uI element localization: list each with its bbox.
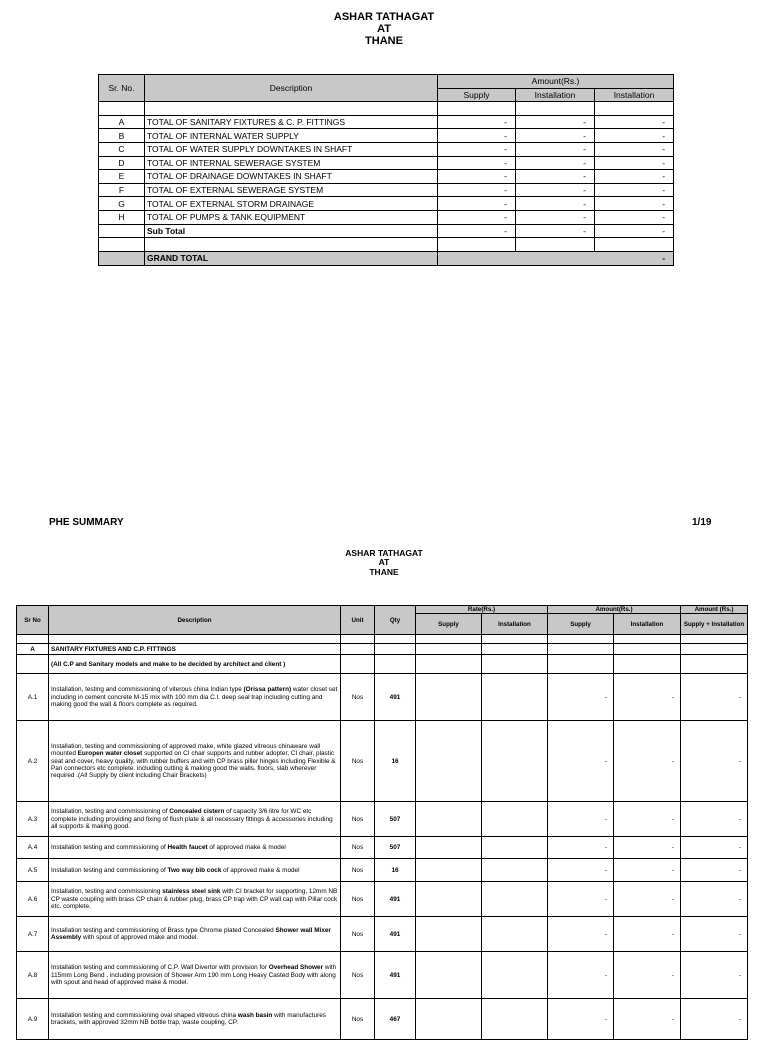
item-unit: Nos	[341, 917, 375, 952]
item-rate-supply	[416, 917, 482, 952]
page-number: 1/19	[692, 517, 712, 528]
item-sr: A.8	[17, 952, 49, 999]
item-amount-supply: -	[548, 837, 614, 859]
summary-row	[99, 129, 674, 143]
item-description-text: Installation testing and commissioning of Brass type Chrome plated Concealed	[51, 927, 276, 934]
summary-row-supply: -	[438, 156, 516, 170]
summary-row-installation: -	[516, 183, 595, 197]
summary-row	[99, 170, 674, 184]
summary-row-description: TOTAL OF EXTERNAL SEWERAGE SYSTEM	[145, 183, 438, 197]
item-description-text: Installation, testing and commissioning	[51, 888, 163, 896]
section-title: SANITARY FIXTURES AND C.P. FITTINGS	[49, 644, 341, 655]
summary-row-sr: H	[99, 210, 145, 224]
summary-row-installation: -	[516, 197, 595, 211]
item-amount-supply: -	[548, 999, 614, 1040]
summary-row-installation-2: -	[595, 115, 674, 129]
item-description	[49, 721, 341, 802]
item-rate-supply	[416, 674, 482, 721]
item-amount-installation: -	[614, 882, 681, 917]
detail-col-amount: Amount(Rs.)	[548, 606, 681, 614]
section-note: (All C.P and Sanitary models and make to be decided by architect and client )	[49, 655, 341, 674]
header-at: AT	[377, 23, 391, 36]
item-rate-installation	[482, 837, 548, 859]
item-description-highlight: Shower wall Mixer Assembly	[51, 927, 331, 942]
detail-col-rate-supply: Supply	[416, 614, 482, 635]
item-description-highlight: Concealed cistern	[169, 808, 225, 816]
item-sr: A.3	[17, 802, 49, 837]
grand-total-row	[99, 251, 674, 265]
item-description-highlight: stainless steel sink	[162, 888, 221, 896]
item-sr: A.6	[17, 882, 49, 917]
item-amount-total: -	[681, 837, 748, 859]
item-amount-installation: -	[614, 917, 681, 952]
item-description-text: Installation, testing and commissioning of	[51, 808, 170, 816]
item-rate-installation	[482, 952, 548, 999]
subtotal-label: Sub Total	[145, 224, 438, 238]
item-amount-installation: -	[614, 721, 681, 802]
item-description-rest: with 115mm Long Bend , including provision of Shower Arm 190 mm Long Heavy Casted Body with along with spout and head of approved make & model.	[51, 964, 337, 986]
detail-col-unit: Unit	[341, 606, 375, 635]
item-sr: A.1	[17, 674, 49, 721]
item-qty: 16	[375, 859, 416, 882]
detail-col-supply-installation: Supply + Installation	[681, 614, 748, 635]
summary-col-installation: Installation	[516, 88, 595, 102]
summary-row	[99, 115, 674, 129]
summary-row-description: TOTAL OF SANITARY FIXTURES & C. P. FITTINGS	[145, 115, 438, 129]
item-description-text: Installation testing and commissioning of	[51, 866, 168, 874]
item-unit: Nos	[341, 721, 375, 802]
summary-row-installation-2: -	[595, 129, 674, 143]
summary-row-supply: -	[438, 115, 516, 129]
item-sr: A.2	[17, 721, 49, 802]
item-unit: Nos	[341, 802, 375, 837]
item-row	[17, 999, 748, 1040]
project-location: THANE	[365, 35, 403, 48]
summary-col-srno: Sr. No.	[99, 75, 145, 102]
page-footer-title: PHE SUMMARY	[49, 517, 124, 528]
detail-col-amount-installation: Installation	[614, 614, 681, 635]
summary-row-installation: -	[516, 115, 595, 129]
summary-row-supply: -	[438, 170, 516, 184]
item-amount-supply: -	[548, 917, 614, 952]
summary-row	[99, 183, 674, 197]
summary-row-installation-2: -	[595, 197, 674, 211]
item-description-highlight: (Orissa pattern)	[243, 686, 292, 694]
summary-row-installation-2: -	[595, 170, 674, 184]
item-amount-total: -	[681, 882, 748, 917]
header-at-2: AT	[378, 557, 390, 568]
item-description	[49, 859, 341, 882]
item-amount-total: -	[681, 859, 748, 882]
summary-row	[99, 197, 674, 211]
summary-col-supply: Supply	[438, 88, 516, 102]
summary-row-supply: -	[438, 210, 516, 224]
item-description-text: Installation testing and commissioning oval shaped vitreous china	[51, 1012, 238, 1019]
item-rate-installation	[482, 999, 548, 1040]
item-description-rest: with manufactures brackets, with approved 32mm NB bottle trap, waste coupling, CP.	[51, 1012, 326, 1027]
item-qty: 507	[375, 837, 416, 859]
detail-table	[16, 605, 748, 1040]
project-name-2: ASHAR TATHAGAT	[345, 548, 423, 558]
report-header	[0, 11, 768, 47]
item-unit: Nos	[341, 859, 375, 882]
item-qty: 507	[375, 802, 416, 837]
item-row	[17, 837, 748, 859]
detail-col-description: Description	[49, 606, 341, 635]
item-description	[49, 952, 341, 999]
summary-row	[99, 142, 674, 156]
summary-col-installation-2: Installation	[595, 88, 674, 102]
summary-row-description: TOTAL OF PUMPS & TANK EQUIPMENT	[145, 210, 438, 224]
summary-row-installation-2: -	[595, 142, 674, 156]
item-description	[49, 882, 341, 917]
grand-total-label: GRAND TOTAL	[145, 251, 438, 265]
summary-row-installation: -	[516, 129, 595, 143]
summary-row-sr: D	[99, 156, 145, 170]
item-rate-supply	[416, 802, 482, 837]
summary-table	[98, 74, 674, 266]
subtotal-supply: -	[438, 224, 516, 238]
summary-row-sr: F	[99, 183, 145, 197]
item-sr: A.5	[17, 859, 49, 882]
item-unit: Nos	[341, 882, 375, 917]
summary-row-sr: E	[99, 170, 145, 184]
item-row	[17, 674, 748, 721]
item-rate-installation	[482, 802, 548, 837]
summary-row-installation-2: -	[595, 183, 674, 197]
summary-row	[99, 210, 674, 224]
summary-row-description: TOTAL OF DRAINAGE DOWNTAKES IN SHAFT	[145, 170, 438, 184]
summary-row-sr: G	[99, 197, 145, 211]
summary-col-description: Description	[145, 75, 438, 102]
item-description	[49, 674, 341, 721]
item-description-text: Installation testing and commissioning of	[51, 844, 168, 852]
item-row	[17, 917, 748, 952]
item-amount-supply: -	[548, 952, 614, 999]
item-rate-supply	[416, 882, 482, 917]
summary-row-sr: B	[99, 129, 145, 143]
item-description	[49, 917, 341, 952]
summary-row	[99, 156, 674, 170]
item-rate-supply	[416, 999, 482, 1040]
item-unit: Nos	[341, 674, 375, 721]
item-qty: 467	[375, 999, 416, 1040]
item-unit: Nos	[341, 952, 375, 999]
item-qty: 16	[375, 721, 416, 802]
item-amount-supply: -	[548, 721, 614, 802]
item-row	[17, 952, 748, 999]
item-unit: Nos	[341, 999, 375, 1040]
item-amount-installation: -	[614, 837, 681, 859]
item-description-rest: of capacity 3/6 litre for WC etc complete including providing and fixing of flush plate & all necessary fittings & accessories including all supports & making good.	[51, 808, 333, 830]
grand-total-value: -	[438, 251, 674, 265]
detail-col-amount-total: Amount (Rs.)	[681, 606, 748, 614]
item-qty: 491	[375, 882, 416, 917]
item-amount-supply: -	[548, 674, 614, 721]
item-description-highlight: Health faucet	[167, 844, 208, 852]
summary-subtotal-row	[99, 224, 674, 238]
section-row	[17, 644, 748, 655]
item-description-highlight: Overhead Shower	[268, 964, 324, 972]
item-rate-supply	[416, 721, 482, 802]
summary-row-installation-2: -	[595, 210, 674, 224]
subtotal-installation-2: -	[595, 224, 674, 238]
summary-row-sr: A	[99, 115, 145, 129]
item-amount-total: -	[681, 721, 748, 802]
item-description-text: Installation testing and commissioning of C.P. Wall Divertor with provision for	[51, 964, 269, 972]
item-sr: A.9	[17, 999, 49, 1040]
summary-row-description: TOTAL OF INTERNAL SEWERAGE SYSTEM	[145, 156, 438, 170]
summary-row-installation: -	[516, 170, 595, 184]
item-row	[17, 882, 748, 917]
summary-row-description: TOTAL OF INTERNAL WATER SUPPLY	[145, 129, 438, 143]
section-note-row	[17, 655, 748, 674]
summary-row-supply: -	[438, 197, 516, 211]
project-name: ASHAR TATHAGAT	[333, 11, 435, 23]
item-rate-supply	[416, 859, 482, 882]
item-description-rest: supported on CI chair supports and rubber adopter, CI chair, plastic seat and cover, heavy quality, with rubber buffers and with CP brass piller hinges including Flexible & Pan connectors etc complete. including cutting & making good the walls, floors, slab wherever required .(All Supply by client including Chair Brackets)	[51, 750, 336, 780]
item-description-rest: with spout of approved make and model.	[81, 934, 199, 942]
item-rate-installation	[482, 859, 548, 882]
item-description-rest: of approved make & model	[221, 866, 300, 874]
item-description-rest: of approved make & model	[207, 844, 286, 852]
item-description-highlight: wash basin	[237, 1012, 273, 1019]
item-description-highlight: Europen water closet	[77, 750, 143, 758]
item-description-rest: with CI bracket for supporting, 12mm NB CP waste coupling with brass CP chain & rubber plug, brass CP trap with CP wall cap with Pillar cock etc. complete.	[51, 888, 338, 910]
item-amount-total: -	[681, 952, 748, 999]
summary-row-installation: -	[516, 156, 595, 170]
item-rate-installation	[482, 882, 548, 917]
item-row	[17, 859, 748, 882]
item-amount-total: -	[681, 802, 748, 837]
item-description-text: Installation, testing and commissioning of approved make, white glazed vitreous chinaware wall mounted	[51, 743, 321, 758]
item-amount-installation: -	[614, 999, 681, 1040]
item-amount-installation: -	[614, 674, 681, 721]
item-rate-supply	[416, 837, 482, 859]
summary-row-description: TOTAL OF EXTERNAL STORM DRAINAGE	[145, 197, 438, 211]
detail-col-amount-supply: Supply	[548, 614, 614, 635]
summary-row-supply: -	[438, 183, 516, 197]
summary-row-installation: -	[516, 142, 595, 156]
item-sr: A.4	[17, 837, 49, 859]
item-amount-supply: -	[548, 802, 614, 837]
summary-row-description: TOTAL OF WATER SUPPLY DOWNTAKES IN SHAFT	[145, 142, 438, 156]
item-rate-installation	[482, 917, 548, 952]
item-description	[49, 999, 341, 1040]
item-amount-installation: -	[614, 859, 681, 882]
item-amount-supply: -	[548, 882, 614, 917]
section-sr: A	[17, 644, 49, 655]
summary-row-sr: C	[99, 142, 145, 156]
item-description	[49, 802, 341, 837]
item-sr: A.7	[17, 917, 49, 952]
summary-row-supply: -	[438, 129, 516, 143]
summary-row-supply: -	[438, 142, 516, 156]
summary-col-amount: Amount(Rs.)	[438, 75, 674, 89]
item-rate-installation	[482, 674, 548, 721]
summary-row-installation-2: -	[595, 156, 674, 170]
detail-header	[0, 549, 768, 577]
subtotal-installation: -	[516, 224, 595, 238]
item-description	[49, 837, 341, 859]
item-amount-total: -	[681, 674, 748, 721]
detail-col-rate-installation: Installation	[482, 614, 548, 635]
summary-row-installation: -	[516, 210, 595, 224]
item-rate-supply	[416, 952, 482, 999]
item-qty: 491	[375, 917, 416, 952]
item-rate-installation	[482, 721, 548, 802]
item-amount-installation: -	[614, 802, 681, 837]
detail-col-qty: Qty	[375, 606, 416, 635]
item-amount-installation: -	[614, 952, 681, 999]
item-description-text: Installation, testing and commissioning of viterous china Indian type	[51, 686, 244, 694]
item-unit: Nos	[341, 837, 375, 859]
item-description-rest: water closet set including in cement concrete M-15 mix with 100 mm dia C.I. deep seal trap including cutting and making good the wall & floors complete as required.	[51, 686, 338, 708]
item-amount-total: -	[681, 999, 748, 1040]
item-amount-supply: -	[548, 859, 614, 882]
item-row	[17, 802, 748, 837]
item-description-highlight: Two way bib cock	[167, 866, 222, 874]
project-location-2: THANE	[369, 566, 399, 577]
item-row	[17, 721, 748, 802]
item-amount-total: -	[681, 917, 748, 952]
detail-col-rate: Rate(Rs.)	[416, 606, 548, 614]
detail-col-srno: Sr No	[17, 606, 49, 635]
item-qty: 491	[375, 952, 416, 999]
item-qty: 491	[375, 674, 416, 721]
